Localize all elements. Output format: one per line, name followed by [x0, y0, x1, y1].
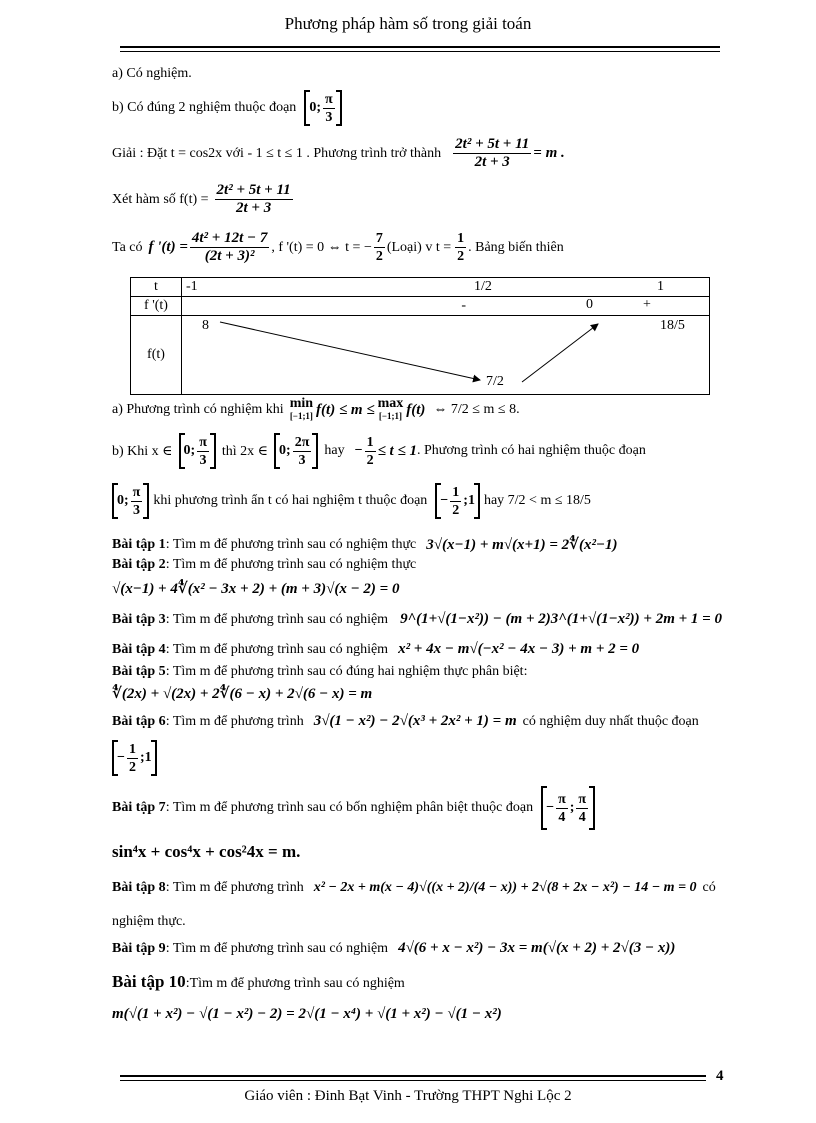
- interval-c-three: 3: [133, 502, 140, 518]
- bt6-math: 3√(1 − x²) − 2√(x³ + 2x² + 1) = m: [313, 713, 517, 729]
- exercise-6: [112, 713, 699, 730]
- answer-a-text: a) Phương trình có nghiệm khi: [112, 402, 284, 417]
- three-den: 3: [325, 109, 333, 125]
- bt10-math: m(√(1 + x²) − √(1 − x²) − 2) = 2√(1 − x⁴) + √(1 + x²) − √(1 − x²): [112, 1006, 502, 1022]
- answer-b: [112, 433, 646, 469]
- f-row-values: [182, 316, 710, 395]
- bt8-label: Bài tập 8: [112, 880, 166, 895]
- ft-ineq: f(t) ≤ m ≤: [316, 401, 375, 418]
- answer-c: [112, 483, 591, 519]
- bt6-interval-bracket: [112, 740, 157, 776]
- fprime-plus: +: [643, 297, 651, 312]
- bt1-math: 3√(x−1) + m√(x+1) = 2∜(x²−1): [426, 537, 618, 553]
- footer-rule-thick: [120, 1075, 706, 1077]
- fp-den: (2t + 3)²: [204, 248, 255, 264]
- header-rule-thick: [120, 46, 720, 48]
- bt9-text: : Tìm m để phương trình sau có nghiệm: [165, 940, 389, 956]
- max-op: [378, 398, 404, 422]
- footer-author: Giáo viên : Đinh Bạt Vinh - Trường THPT Nghi Lộc 2: [244, 1088, 572, 1104]
- bt2-math: √(x−1) + 4∜(x² − 3x + 2) + (m + 3)√(x − 2) = 0: [112, 581, 400, 597]
- exercise-9: [112, 940, 675, 957]
- max-sub: [−1;1]: [378, 411, 402, 421]
- variation-table: [130, 277, 710, 395]
- t-label: t: [131, 278, 182, 297]
- t-right: 1: [653, 278, 710, 297]
- bt2-label: Bài tập 2: [112, 557, 166, 572]
- bt8-text: : Tìm m để phương trình: [165, 880, 304, 895]
- frac-den: 2t + 3: [474, 154, 510, 170]
- solution-intro-text: Giải : Đặt t = cos2x với - 1 ≤ t ≤ 1 . Phương trình trở thành: [112, 145, 442, 161]
- bt6-one: 1: [128, 741, 136, 757]
- t-ineq: ≤ t ≤ 1: [377, 442, 417, 459]
- fprime-label: f '(t) =: [148, 239, 188, 255]
- fprime-minus: -: [182, 297, 471, 316]
- t-mid: 1/2: [470, 278, 653, 297]
- frac-num: 2t² + 5t + 11: [455, 136, 530, 152]
- exercise-10: [112, 972, 405, 992]
- interval-x: [179, 433, 216, 469]
- page-header-title: Phương pháp hàm số trong giải toán: [284, 14, 532, 33]
- exercise-5: [112, 664, 527, 680]
- bt7-pi-b: π: [578, 791, 587, 807]
- bt3-label: Bài tập 3: [112, 611, 166, 627]
- interval-half-end: ;1: [463, 493, 475, 508]
- answer-b-text: b) Khi x ∈: [112, 443, 173, 459]
- min-op: [290, 398, 313, 422]
- bt8-post: có: [702, 880, 716, 895]
- solution-intro: [112, 136, 565, 171]
- bt6-interval: [112, 740, 157, 776]
- item-a: a) Có nghiệm.: [112, 66, 192, 81]
- exercise-4: [112, 641, 639, 658]
- footer-rule-thin: [120, 1080, 706, 1081]
- decreasing-arrow: [220, 322, 480, 380]
- bt8-math: x² − 2x + m(x − 4)√((x + 2)/(4 − x)) + 2√(8 + 2x − x²) − 14 − m = 0: [313, 880, 697, 895]
- answer-a-result: ⇔ 7/2 ≤ m ≤ 8.: [433, 402, 520, 417]
- header-rule-thin: [120, 51, 720, 52]
- bt7-text: : Tìm m để phương trình sau có bốn nghiệm phân biệt thuộc đoạn: [165, 800, 534, 815]
- bt10-text: :Tìm m để phương trình sau có nghiệm: [185, 976, 405, 991]
- half-den: 2: [366, 452, 374, 468]
- bt2-text: : Tìm m để phương trình sau có nghiệm thực: [165, 557, 417, 572]
- item-b: [112, 90, 342, 126]
- bt9-label: Bài tập 9: [112, 940, 166, 956]
- exercise-8: [112, 880, 716, 896]
- bt6-end: ;1: [139, 750, 152, 765]
- max-word: max: [377, 396, 404, 411]
- bt3-text: : Tìm m để phương trình sau có nghiệm: [165, 611, 389, 627]
- bt4-math: x² + 4x − m√(−x² − 4x − 3) + m + 2 = 0: [398, 641, 640, 657]
- two-den: 2: [375, 249, 383, 264]
- interval-x-start: 0;: [183, 443, 196, 458]
- bt7-minus: −: [546, 800, 555, 815]
- interval-2x: [274, 433, 318, 469]
- bt8-next: nghiệm thực.: [112, 914, 186, 929]
- derivative-line: [112, 230, 564, 265]
- fprime-zero: 0: [586, 297, 593, 312]
- min-word: min: [289, 396, 314, 411]
- fprime-row-label: f '(t): [131, 297, 182, 316]
- bt4-label: Bài tập 4: [112, 641, 166, 657]
- one-num: 1: [457, 231, 465, 246]
- bt6-two: 2: [128, 759, 136, 775]
- interval-2x-2pi: 2π: [294, 434, 310, 450]
- consider-function-text: Xét hàm số f(t) =: [112, 191, 209, 207]
- value-8: 8: [202, 318, 209, 333]
- variation-arrows: [182, 316, 702, 396]
- bt1-label: Bài tập 1: [112, 536, 166, 552]
- value-18-5: 18/5: [660, 318, 685, 333]
- interval-x-pi: π: [199, 434, 207, 450]
- bt6-text: : Tìm m để phương trình: [165, 713, 304, 729]
- interval-half-den: 2: [452, 502, 460, 518]
- interval-0-pi3: [304, 90, 341, 126]
- bt4-text: : Tìm m để phương trình sau có nghiệm: [165, 641, 389, 657]
- pi-num: π: [324, 91, 333, 107]
- bt7-label: Bài tập 7: [112, 800, 166, 815]
- bt5-text: : Tìm m để phương trình sau có đúng hai nghiệm thực phân biệt:: [165, 664, 528, 679]
- exercise-3: [112, 611, 722, 628]
- interval-half-1: [435, 483, 480, 519]
- consider-function: [112, 182, 295, 217]
- f-row-label: f(t): [131, 316, 182, 395]
- interval-half-num: 1: [452, 484, 460, 500]
- derivative-intro: Ta có: [112, 239, 143, 255]
- answer-b-hay: hay: [324, 443, 345, 458]
- exercise-1: [112, 535, 618, 554]
- item-b-text: b) Có đúng 2 nghiệm thuộc đoạn: [112, 100, 297, 115]
- f-num: 2t² + 5t + 11: [216, 182, 291, 198]
- fp-num: 4t² + 12t − 7: [191, 230, 268, 246]
- bt10-label: Bài tập 10: [112, 972, 186, 991]
- ft2: f(t): [406, 401, 426, 418]
- bt6-post: có nghiệm duy nhất thuộc đoạn: [522, 713, 699, 729]
- answer-b-mid: thì 2x ∈: [221, 443, 269, 459]
- t-left: -1: [182, 278, 471, 297]
- bt3-math: 9^(1+√(1−x²)) − (m + 2)3^(1+√(1−x²)) + 2m + 1 = 0: [400, 611, 722, 627]
- answer-b-post: . Phương trình có hai nghiệm thuộc đoạn: [416, 443, 646, 458]
- exercise-7: [112, 786, 595, 830]
- interval-start: 0;: [309, 100, 321, 115]
- bbt-label: . Bảng biến thiên: [468, 239, 564, 255]
- fprime-end: [653, 297, 710, 316]
- bt7-pi-a: π: [558, 791, 566, 807]
- interval-2x-three: 3: [298, 452, 306, 468]
- exercise-2: [112, 557, 416, 573]
- two-den-b: 2: [457, 249, 465, 264]
- bt5-math: ∜(2x) + √(2x) + 2∜(6 − x) + 2√(6 − x) = m: [112, 686, 373, 702]
- bt6-minus: −: [117, 750, 125, 765]
- value-7-2: 7/2: [486, 374, 504, 389]
- bt7-math: sin⁴x + cos⁴x + cos²4x = m.: [112, 842, 301, 861]
- bt1-text: : Tìm m để phương trình sau có nghiệm thực: [165, 536, 417, 552]
- answer-c-post: hay 7/2 < m ≤ 18/5: [483, 493, 591, 508]
- page-number: 4: [716, 1068, 724, 1084]
- minus-sign: −: [354, 443, 363, 458]
- bt6-label: Bài tập 6: [112, 713, 166, 729]
- interval-x-three: 3: [199, 452, 207, 468]
- fprime-zero-plus: [470, 297, 653, 316]
- interval-2x-start: 0;: [279, 443, 291, 458]
- increasing-arrow: [522, 324, 598, 382]
- answer-c-text: khi phương trình ẩn t có hai nghiệm t thuộc đoạn: [153, 493, 428, 508]
- interval-c: [112, 483, 149, 519]
- bt5-label: Bài tập 5: [112, 664, 166, 679]
- f-den: 2t + 3: [235, 200, 272, 216]
- interval-half-minus: −: [440, 493, 449, 508]
- answer-a: [112, 398, 520, 422]
- eq-m: = m .: [533, 145, 565, 161]
- seven-num: 7: [375, 231, 383, 246]
- bt7-four-a: 4: [558, 809, 566, 825]
- half-num: 1: [366, 434, 374, 450]
- loai-text: (Loại) v t =: [386, 239, 452, 255]
- min-sub: [−1;1]: [289, 411, 313, 421]
- bt9-math: 4√(6 + x − x²) − 3x = m(√(x + 2) + 2√(3 − x)): [398, 940, 676, 956]
- bt7-four-b: 4: [578, 809, 586, 825]
- bt7-semi: ;: [569, 800, 575, 815]
- interval-c-start: 0;: [117, 493, 129, 508]
- derivative-roots: , f '(t) = 0 ⇔ t = −: [271, 239, 372, 255]
- bt7-interval: [541, 786, 595, 830]
- interval-c-pi: π: [132, 484, 141, 500]
